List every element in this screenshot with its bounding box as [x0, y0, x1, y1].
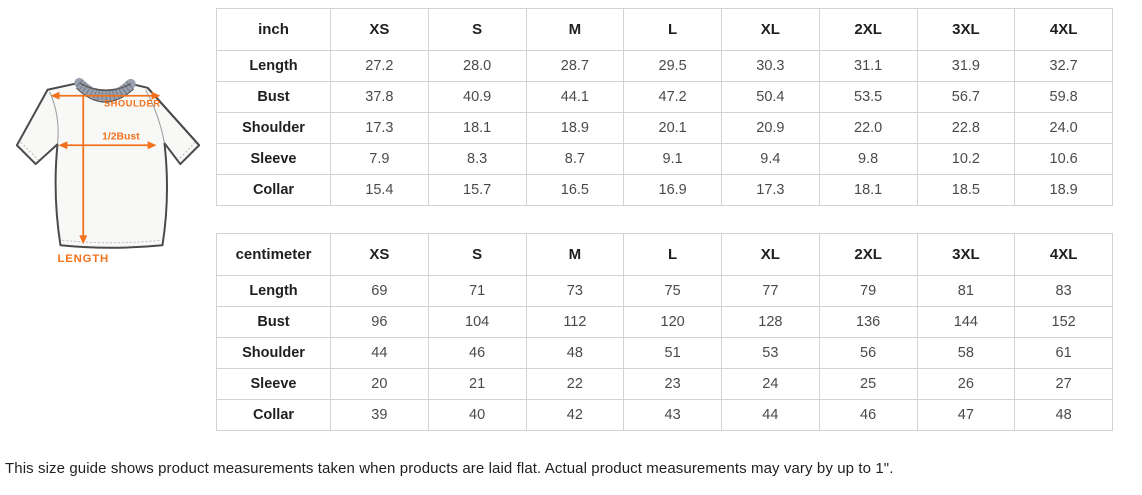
unit-header: centimeter [217, 234, 331, 276]
measurement-value: 81 [917, 276, 1015, 307]
measurement-value: 27.2 [331, 51, 429, 82]
measurement-value: 10.6 [1015, 144, 1113, 175]
measurement-value: 120 [624, 307, 722, 338]
measurement-label: Shoulder [217, 113, 331, 144]
measurement-value: 46 [819, 400, 917, 431]
size-column-header: M [526, 234, 624, 276]
measurement-value: 22.8 [917, 113, 1015, 144]
size-column-header: 4XL [1015, 9, 1113, 51]
measurement-value: 112 [526, 307, 624, 338]
measurement-value: 56 [819, 338, 917, 369]
measurement-value: 9.4 [722, 144, 820, 175]
size-column-header: L [624, 9, 722, 51]
measurement-value: 18.9 [1015, 175, 1113, 206]
measurement-row [217, 144, 1113, 175]
size-column-header: XS [331, 9, 429, 51]
measurement-value: 29.5 [624, 51, 722, 82]
measurement-value: 18.1 [428, 113, 526, 144]
measurement-value: 24.0 [1015, 113, 1113, 144]
measurement-value: 40 [428, 400, 526, 431]
measurement-value: 16.5 [526, 175, 624, 206]
measurement-value: 24 [722, 369, 820, 400]
size-guide-note: This size guide shows product measurements taken when products are laid flat. Actual product measurements may vary by up to 1". [5, 460, 894, 477]
size-column-header: XS [331, 234, 429, 276]
measurement-value: 46 [428, 338, 526, 369]
size-tables [216, 8, 1113, 431]
measurement-value: 40.9 [428, 82, 526, 113]
measurement-value: 31.9 [917, 51, 1015, 82]
measurement-value: 20 [331, 369, 429, 400]
measurement-value: 44 [722, 400, 820, 431]
measurement-value: 47 [917, 400, 1015, 431]
measurement-value: 20.1 [624, 113, 722, 144]
measurement-row [217, 51, 1113, 82]
measurement-value: 9.8 [819, 144, 917, 175]
measurement-row [217, 369, 1113, 400]
measurement-value: 44.1 [526, 82, 624, 113]
measurement-value: 39 [331, 400, 429, 431]
measurement-value: 22 [526, 369, 624, 400]
measurement-value: 56.7 [917, 82, 1015, 113]
shoulder-label: SHOULDER [103, 97, 161, 109]
size-column-header: 3XL [917, 234, 1015, 276]
measurement-label: Length [217, 276, 331, 307]
measurement-value: 53.5 [819, 82, 917, 113]
measurement-value: 83 [1015, 276, 1113, 307]
measurement-value: 18.1 [819, 175, 917, 206]
measurement-label: Bust [217, 307, 331, 338]
measurement-value: 8.3 [428, 144, 526, 175]
measurement-value: 25 [819, 369, 917, 400]
measurement-value: 15.4 [331, 175, 429, 206]
size-column-header: 4XL [1015, 234, 1113, 276]
tshirt-measurement-diagram [4, 70, 212, 270]
length-label: LENGTH [57, 253, 110, 266]
measurement-value: 9.1 [624, 144, 722, 175]
measurement-label: Collar [217, 175, 331, 206]
measurement-row [217, 276, 1113, 307]
measurement-value: 17.3 [331, 113, 429, 144]
measurement-value: 75 [624, 276, 722, 307]
measurement-value: 48 [1015, 400, 1113, 431]
measurement-label: Shoulder [217, 338, 331, 369]
measurement-value: 26 [917, 369, 1015, 400]
measurement-value: 47.2 [624, 82, 722, 113]
size-column-header: L [624, 234, 722, 276]
measurement-value: 152 [1015, 307, 1113, 338]
measurement-value: 51 [624, 338, 722, 369]
measurement-value: 23 [624, 369, 722, 400]
measurement-value: 10.2 [917, 144, 1015, 175]
measurement-value: 43 [624, 400, 722, 431]
measurement-value: 136 [819, 307, 917, 338]
measurement-value: 28.0 [428, 51, 526, 82]
measurement-value: 104 [428, 307, 526, 338]
measurement-value: 22.0 [819, 113, 917, 144]
measurement-label: Bust [217, 82, 331, 113]
measurement-value: 28.7 [526, 51, 624, 82]
measurement-row [217, 400, 1113, 431]
size-column-header: 2XL [819, 9, 917, 51]
size-column-header: 3XL [917, 9, 1015, 51]
measurement-label: Collar [217, 400, 331, 431]
measurement-row [217, 175, 1113, 206]
measurement-value: 59.8 [1015, 82, 1113, 113]
measurement-value: 42 [526, 400, 624, 431]
measurement-row [217, 113, 1113, 144]
size-column-header: XL [722, 9, 820, 51]
measurement-value: 20.9 [722, 113, 820, 144]
measurement-row [217, 307, 1113, 338]
size-column-header: M [526, 9, 624, 51]
measurement-value: 71 [428, 276, 526, 307]
measurement-value: 15.7 [428, 175, 526, 206]
measurement-value: 58 [917, 338, 1015, 369]
measurement-value: 44 [331, 338, 429, 369]
header-row [217, 234, 1113, 276]
measurement-value: 37.8 [331, 82, 429, 113]
measurement-value: 53 [722, 338, 820, 369]
measurement-value: 50.4 [722, 82, 820, 113]
measurement-label: Sleeve [217, 144, 331, 175]
size-column-header: S [428, 234, 526, 276]
measurement-label: Length [217, 51, 331, 82]
measurement-value: 30.3 [722, 51, 820, 82]
measurement-label: Sleeve [217, 369, 331, 400]
size-column-header: S [428, 9, 526, 51]
measurement-value: 17.3 [722, 175, 820, 206]
measurement-value: 7.9 [331, 144, 429, 175]
unit-header: inch [217, 9, 331, 51]
measurement-value: 96 [331, 307, 429, 338]
bust-label: 1/2Bust [102, 131, 140, 143]
measurement-value: 48 [526, 338, 624, 369]
header-row [217, 9, 1113, 51]
measurement-value: 8.7 [526, 144, 624, 175]
measurement-row [217, 82, 1113, 113]
measurement-value: 69 [331, 276, 429, 307]
measurement-value: 27 [1015, 369, 1113, 400]
measurement-value: 61 [1015, 338, 1113, 369]
measurement-value: 32.7 [1015, 51, 1113, 82]
measurement-value: 18.9 [526, 113, 624, 144]
measurement-row [217, 338, 1113, 369]
measurement-value: 31.1 [819, 51, 917, 82]
measurement-value: 144 [917, 307, 1015, 338]
measurement-value: 16.9 [624, 175, 722, 206]
tshirt-diagram-svg [4, 70, 212, 270]
size-table-centimeter [216, 233, 1113, 431]
size-column-header: 2XL [819, 234, 917, 276]
measurement-value: 79 [819, 276, 917, 307]
size-column-header: XL [722, 234, 820, 276]
measurement-value: 18.5 [917, 175, 1015, 206]
size-table-inch [216, 8, 1113, 206]
measurement-value: 73 [526, 276, 624, 307]
measurement-value: 77 [722, 276, 820, 307]
measurement-value: 128 [722, 307, 820, 338]
measurement-value: 21 [428, 369, 526, 400]
